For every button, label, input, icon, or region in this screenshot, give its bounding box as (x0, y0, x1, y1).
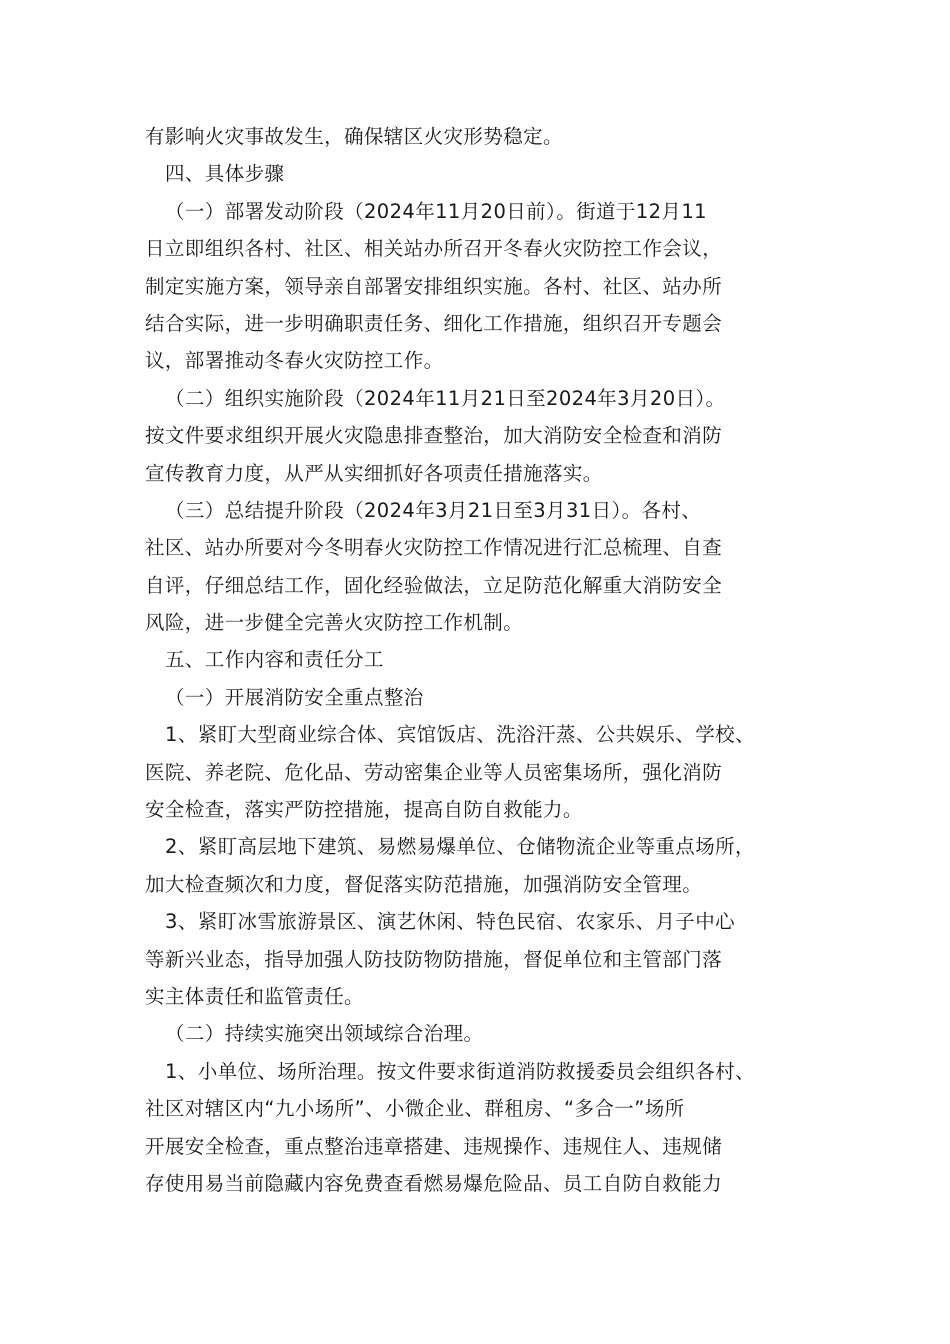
text-line: 社区对辖区内“九小场所”、小微企业、群租房、“多合一”场所 (145, 1097, 685, 1121)
text-line: 存使用易当前隐藏内容免费查看燃易爆危险品、员工自防自救能力 (145, 1171, 723, 1195)
text-line: 制定实施方案，领导亲自部署安排组织实施。各村、社区、站办所 (145, 274, 723, 298)
text-line: （一）部署发动阶段（2024年11月20日前）。街道于12月11 (165, 199, 707, 223)
text-line: 五、工作内容和责任分工 (165, 648, 384, 672)
text-line: 安全检查，落实严防控措施，提高自防自救能力。 (145, 798, 583, 822)
text-line: 2、紧盯高层地下建筑、易燃易爆单位、仓储物流企业等重点场所， (165, 835, 755, 859)
text-line: 日立即组织各村、社区、相关站办所召开冬春火灾防控工作会议， (145, 237, 723, 261)
text-line: 四、具体步骤 (165, 162, 285, 186)
text-line: 3、紧盯冰雪旅游景区、演艺休闲、特色民宿、农家乐、月子中心 (165, 910, 736, 934)
text-line: （一）开展消防安全重点整治 (165, 685, 424, 709)
text-line: 开展安全检查，重点整治违章搭建、违规操作、违规住人、违规储 (145, 1134, 723, 1158)
text-line: 宣传教育力度，从严从实细抓好各项责任措施落实。 (145, 461, 603, 485)
text-line: 议，部署推动冬春火灾防控工作。 (145, 349, 444, 373)
text-line: （三）总结提升阶段（2024年3月21日至3月31日）。各村、 (165, 498, 702, 522)
text-line: 结合实际，进一步明确职责任务、细化工作措施，组织召开专题会 (145, 311, 723, 335)
text-line: 社区、站办所要对今冬明春火灾防控工作情况进行汇总梳理、自查 (145, 536, 723, 560)
text-line: （二）持续实施突出领域综合治理。 (165, 1022, 484, 1046)
document-body (145, 118, 845, 1202)
text-line: 医院、养老院、危化品、劳动密集企业等人员密集场所，强化消防 (145, 760, 723, 784)
text-line: 自评，仔细总结工作，固化经验做法，立足防范化解重大消防安全 (145, 573, 723, 597)
text-line: 实主体责任和监管责任。 (145, 984, 364, 1008)
text-line: 1、小单位、场所治理。按文件要求街道消防救援委员会组织各村、 (165, 1059, 755, 1083)
text-line: 1、紧盯大型商业综合体、宾馆饭店、洗浴汗蒸、公共娱乐、学校、 (165, 723, 755, 747)
text-line: 加大检查频次和力度，督促落实防范措施，加强消防安全管理。 (145, 872, 703, 896)
text-line: 有影响火灾事故发生，确保辖区火灾形势稳定。 (145, 125, 563, 148)
text-line: 等新兴业态，指导加强人防技防物防措施，督促单位和主管部门落 (145, 947, 723, 971)
text-line: 按文件要求组织开展火灾隐患排查整治，加大消防安全检查和消防 (145, 424, 723, 448)
text-line: 风险，进一步健全完善火灾防控工作机制。 (145, 611, 524, 635)
text-line: （二）组织实施阶段（2024年11月21日至2024年3月20日）。 (165, 386, 726, 410)
